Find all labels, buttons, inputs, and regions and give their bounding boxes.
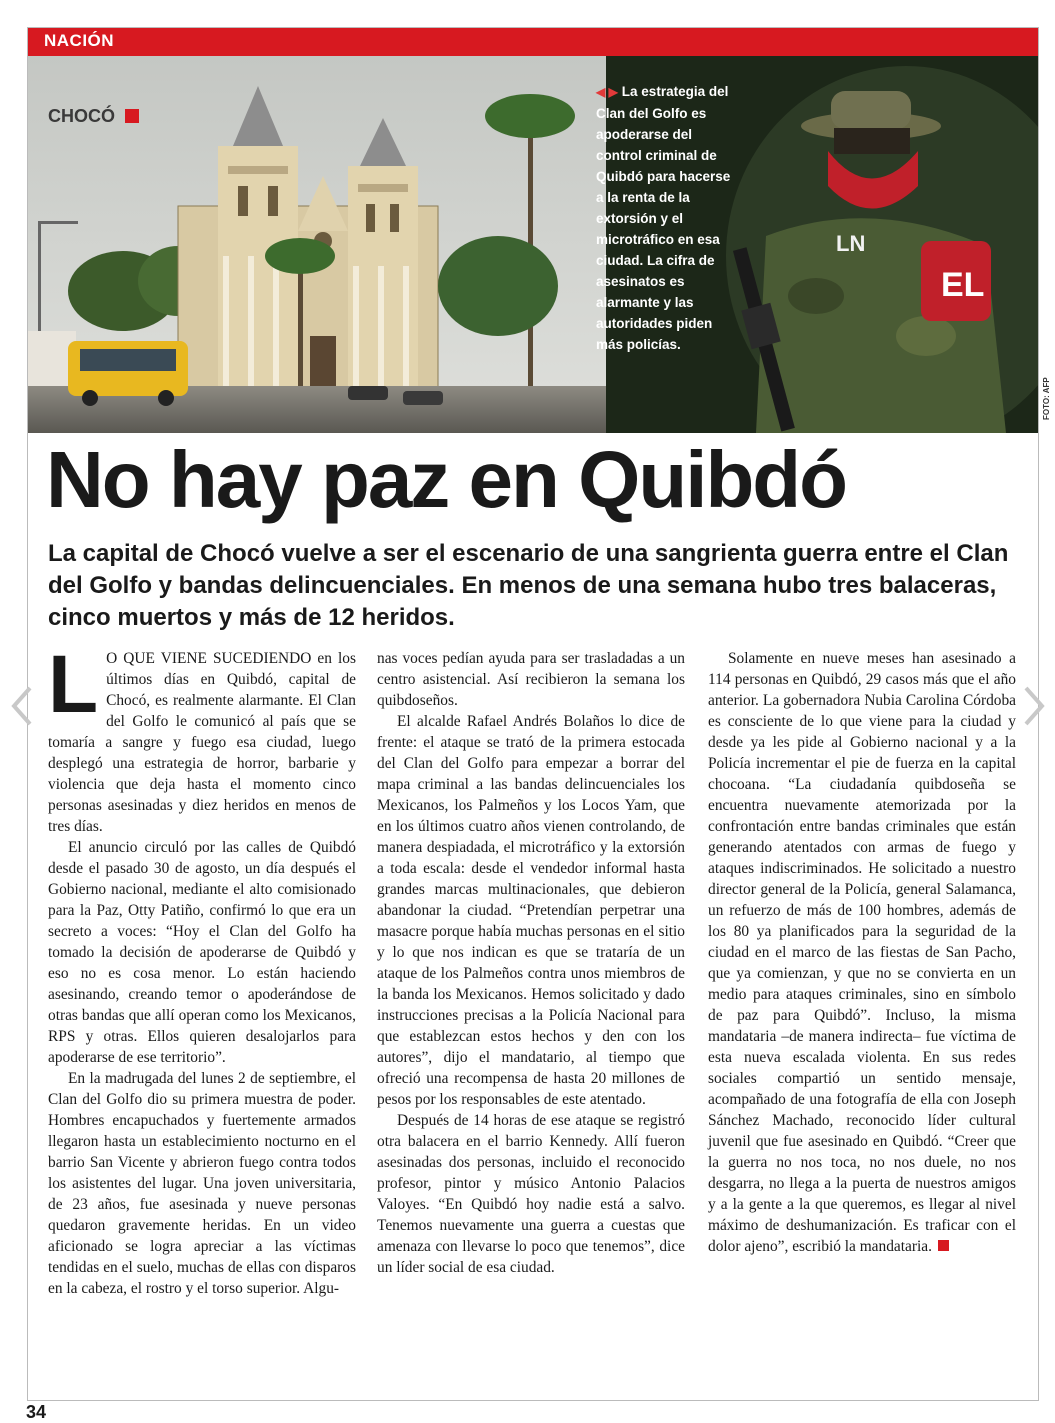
caption-arrows-icon: ◀ ▶ bbox=[596, 85, 618, 99]
paragraph-5: El alcalde Rafael Andrés Bolaños lo dice de frente: el ataque se trató de la primera estocada del Clan del Golfo para empezar a borrar del mapa criminal a las bandas delincuenciales los Mexicanos, los Palmeños y los Locos Yam, que en los últimos cuatro años vienen controlando, de manera despiadada, el microtráfico y la extorsión a toda escala: desde el vendedor informal hasta grandes marcas multinacionales, que debieron abandonar la ciudad. “Pretendían perpetrar una masacre porque había muchas personas en el sitio y lo que nos indican es que se trataría de un ataque de los Palmeños contra unos miembros de la banda los Mexicanos. Hemos solicitado y dado instrucciones precisas a la Policía Nacional para que establezcan estos hechos y den con los autores”, dijo el mandatario, al tiempo que ofreció una recompensa de hasta 20 millones de pesos por los responsables de este atentado. bbox=[377, 713, 685, 1108]
photo-credit-right: FOTO: AFP bbox=[1042, 377, 1051, 420]
deck: La capital de Chocó vuelve a ser el escenario de una sangrienta guerra entre el Clan del Golfo y bandas delincuenciales. En menos de una semana hubo tres balaceras, cinco muertos y más de 12 heridos. bbox=[48, 540, 1009, 631]
magazine-page bbox=[27, 27, 1039, 1401]
paragraph-4: nas voces pedían ayuda para ser trasladadas a un centro asistencial. Así recibieron la semana los quibdoseños. bbox=[377, 650, 685, 709]
paragraph-3: En la madrugada del lunes 2 de septiembre, el Clan del Golfo dio su primera muestra de poder. Hombres encapuchados y fuertemente armados llegaron hasta un establecimiento nocturno en el barrio San Vicente y abrieron fuego contra todos los asistentes del lugar. Una joven universitaria, de 23 años, fue asesinada y nueve personas quedaron gravemente heridas. En un video aficionado se logra apreciar a las víctimas tendidas en el suelo, muchas de ellas con disparos en la cabeza, el rostro y el torso superior. Algu- bbox=[48, 1070, 356, 1297]
armband-text: EL bbox=[941, 266, 985, 304]
paragraph-7: Solamente en nueve meses han asesinado a 114 personas en Quibdó, 29 casos más que el año anterior. La gobernadora Nubia Carolina Córdoba es consciente de lo que viene para la ciudad y desde ya les pide al Gobierno nacional y a la Policía incrementar el pie de fuerza en la capital chocoana. “La ciudadanía quibdoseña se encuentra nuevamente atemorizada por la confrontación entre bandas criminales que están generando atentados con armas de fuego y ataques indiscriminados. He solicitado a nuestro director general de la Policía, general Salamanca, un refuerzo de más de 100 hombres, además de los 80 ya planificados para la seguridad de la ciudad en el marco de las fiestas de San Pacho, que ya comienzan, y que no se convierta en un medio para ataques criminales, sino en símbolo de paz para Quibdó”. Incluso, la misma mandataria –de manera indirecta– fue víctima de esta nueva escalada violenta. En sus redes sociales compartió un sentido mensaje, acompañado de una fotografía de ella con Joseph Sánchez Machado, reconocido líder cultural juvenil que fue asesinado en Quibdó. “Creer que la guerra no nos toca, no nos duele, no nos desgarra, no llega a la puerta de nuestros amigos y a la gente a la que queremos, es llegar al nivel máximo de deshumanización. Es traficar con el dolor ajeno”, escribió la mandataria. bbox=[708, 650, 1016, 1255]
article-column-3 bbox=[708, 648, 1016, 1257]
church-photo bbox=[28, 56, 606, 433]
article-column-1 bbox=[48, 639, 356, 1299]
drop-cap: L bbox=[48, 639, 99, 730]
location-label: CHOCÓ bbox=[48, 106, 139, 127]
red-square-icon bbox=[125, 109, 139, 123]
end-mark-icon bbox=[938, 1240, 949, 1251]
section-bar bbox=[28, 28, 1038, 56]
mask-text: LN bbox=[836, 231, 866, 256]
paragraph-6: Después de 14 horas de ese ataque se registró otra balacera en el barrio Kennedy. Allí fueron asesinadas dos personas, incluido el reconocido profesor, pintor y músico Antonio Palacios Valoyes. “En Quibdó hoy nadie está a salvo. Tenemos nuevamente una guerra a cuestas que amenaza con llevarse lo poco que tenemos”, dice un líder social de esa ciudad. bbox=[377, 1112, 685, 1276]
article-column-2 bbox=[377, 648, 685, 1278]
paragraph-2: El anuncio circuló por las calles de Quibdó desde el pasado 30 de agosto, un día después el Gobierno nacional, mediante el alto comisionado para la Paz, Otty Patiño, confirmó lo que era un secreto a voces: “Hoy el Clan del Golfo ha tomado la decisión de apoderarse de Quibdó y eso no es cosa menor. Lo están haciendo asesinando, creando temor o apoderándose de otras bandas que allí operan como los Mexicanos, RPS y otras. Ellos quieren desalojarlos para apoderarse de ese territorio”. bbox=[48, 839, 356, 1066]
section-label: NACIÓN bbox=[44, 31, 115, 50]
paragraph-1: L O QUE VIENE SUCEDIENDO en los últimos días en Quibdó, capital de Chocó, es realmente alarmante. El Clan del Golfo le comunicó al país que se tomaría a sangre y fuego esa ciudad, luego desplegó una estrategia de horror, barbarie y violencia que deja hasta el momento cinco personas asesinadas y diez heridos en menos de tres días. bbox=[48, 639, 356, 835]
page-number: 34 bbox=[26, 1402, 47, 1422]
previous-page-chevron-icon[interactable] bbox=[10, 684, 34, 728]
photo-caption: ◀ ▶ La estrategia del Clan del Golfo es apoderarse del control criminal de Quibdó para hacerse a la renta de la extorsión y el microtráfico en esa ciudad. La cifra de asesinatos es alarmante y las autoridades piden más policías. bbox=[596, 84, 731, 352]
next-page-chevron-icon[interactable] bbox=[1022, 684, 1046, 728]
headline: No hay paz en Quibdó bbox=[46, 435, 847, 524]
